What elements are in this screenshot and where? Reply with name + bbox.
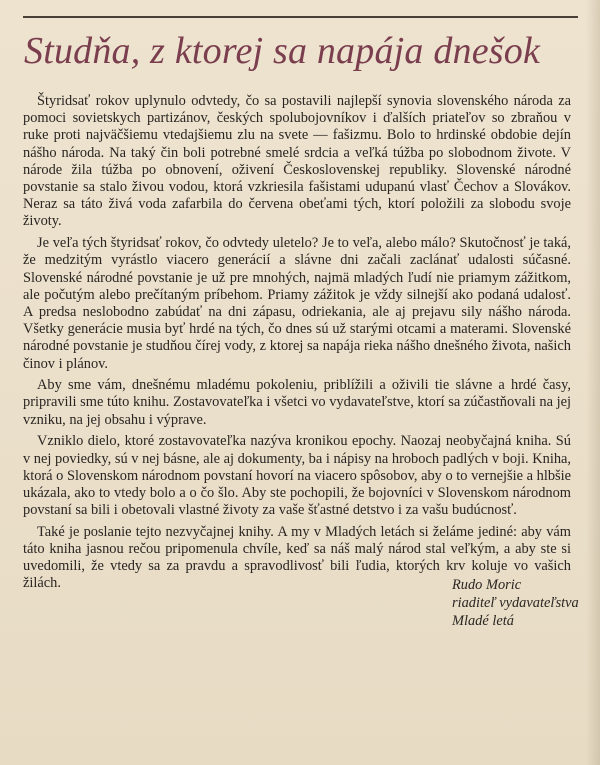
paragraph-4: Vzniklo dielo, ktoré zostavovateľka nazýva kronikou epochy. Naozaj neobyčajná kniha. Sú v nej poviedky, sú v nej básne, ale aj dokumenty, ba i nápisy na hroboch padlých v boji. Kniha, ktorá o Slovenskom národnom povstaní hovorí na viacero spôsobov, aby o to vernejšie a hlbšie ukázala, ako to vtedy bolo a o čo šlo. Aby ste pochopili, že bojovníci v Slovenskom národnom povstaní sa bili i obetovali vlastné životy za vaše šťastné detstvo i za vašu budúcnosť. [23, 433, 571, 519]
paragraph-1: Štyridsať rokov uplynulo odvtedy, čo sa postavili najlepší synovia slovenského národa za pomoci sovietskych partizánov, českých spolubojovníkov i ďalších priateľov so zbraňou v ruke proti najväčšiemu vtedajšiemu zlu na svete — fašizmu. Bolo to hrdinské obdobie dejín nášho národa. Na taký čin boli potrebné smelé srdcia a veľká túžba po slobodnom živote. V národe žila túžba po obnovení, oživení Československej republiky. Slovenské národné povstanie sa stalo živou vodou, ktorá vzkriesila fašistami udupanú vlasť Čechov a Slovákov. Neraz sa táto živá voda zafarbila do červena obeťami tých, ktorí položili za slobodu svoje životy. [23, 93, 571, 230]
body-text [23, 93, 571, 597]
paragraph-3: Aby sme vám, dnešnému mladému pokoleniu, priblížili a oživili tie slávne a hrdé časy, pripravili sme túto knihu. Zostavovateľka i všetci vo vydavateľstve, ktorí sa zúčastňovali na jej vzniku, na jej obsahu i výprave. [23, 377, 571, 428]
top-rule [23, 16, 578, 18]
signature-publisher: Mladé letá [452, 613, 514, 629]
signature-name: Rudo Moric [452, 577, 522, 593]
signature-role: riaditeľ vydavateľstva [452, 595, 579, 611]
paragraph-2: Je veľa tých štyridsať rokov, čo odvtedy uletelo? Je to veľa, alebo málo? Skutočnosť je taká, že medzitým vyrástlo viacero generácií a slávne dni začali zaclánať udalosti súčasné. Slovenské národné povstanie je už pre mnohých, najmä mladých ľudí nie priamym zážitkom, ale počutým alebo prečítaným príbehom. Priamy zážitok je vždy silnejší ako podaná udalosť. A predsa neslobodno zabúdať na dni zápasu, odriekania, ale aj prejavu sily nášho národa. Všetky generácie musia byť hrdé na tých, čo dnes sú už starými otcami a materami. Slovenské národné povstanie je studňou čírej vody, z ktorej sa napája rieka nášho dnešného života, našich činov i plánov. [23, 235, 571, 372]
paragraph-5: Také je poslanie tejto nezvyčajnej knihy. A my v Mladých letách si želáme jediné: aby vám táto kniha jasnou rečou pripomenula chvíle, keď sa náš malý národ stal veľkým, a aby ste si uvedomili, že vtedy sa za pravdu a spravodlivosť bili ľudia, ktorých krv koluje vo vašich žilách. [23, 523, 571, 592]
signature-block [452, 576, 579, 630]
page-edge-shadow [586, 0, 600, 765]
page-title: Studňa, z ktorej sa napája dnešok [24, 30, 541, 72]
